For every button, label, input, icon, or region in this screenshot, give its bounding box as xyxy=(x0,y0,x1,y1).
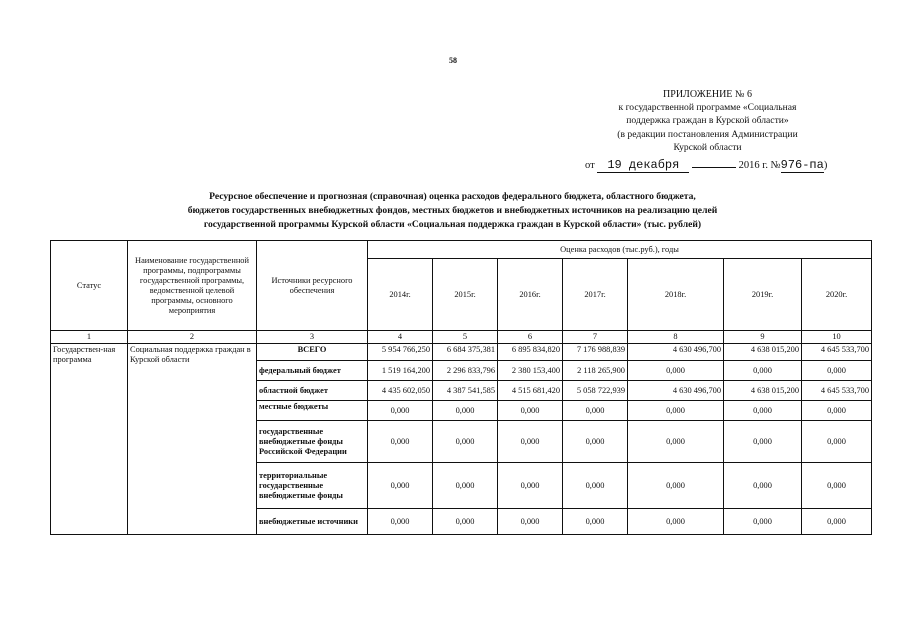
date-suffix: ) xyxy=(823,160,828,171)
value-cell: 4 630 496,700 xyxy=(628,381,724,401)
header-year: 2016г. xyxy=(498,259,563,331)
column-number: 9 xyxy=(724,331,802,344)
value-cell: 2 118 265,900 xyxy=(563,361,628,381)
value-cell: 6 895 834,820 xyxy=(498,344,563,361)
value-cell: 4 515 681,420 xyxy=(498,381,563,401)
header-sources: Источники ресурсного обеспечения xyxy=(257,241,368,331)
value-cell: 0,000 xyxy=(563,509,628,535)
date-prefix: от xyxy=(585,160,595,171)
header-year: 2019г. xyxy=(724,259,802,331)
column-number: 8 xyxy=(628,331,724,344)
value-cell: 0,000 xyxy=(724,421,802,463)
value-cell: 0,000 xyxy=(563,421,628,463)
header-year: 2018г. xyxy=(628,259,724,331)
value-cell: 5 954 766,250 xyxy=(368,344,433,361)
column-number: 4 xyxy=(368,331,433,344)
source-cell: местные бюджеты xyxy=(257,401,368,421)
value-cell: 7 176 988,839 xyxy=(563,344,628,361)
value-cell: 0,000 xyxy=(802,509,872,535)
appendix-line-1: к государственной программе «Социальная xyxy=(618,102,797,114)
appendix-line-4: Курской области xyxy=(673,141,742,153)
source-cell: государственные внебюджетные фонды Российской Федерации xyxy=(257,421,368,463)
header-year: 2014г. xyxy=(368,259,433,331)
value-cell: 0,000 xyxy=(724,509,802,535)
document-title-line-3: государственной программы Курской области «Социальная поддержка граждан в Курской области» (тыс. рублей) xyxy=(203,219,702,230)
column-number: 2 xyxy=(128,331,257,344)
header-estimate: Оценка расходов (тыс.руб.), годы xyxy=(368,241,872,259)
resource-table xyxy=(50,240,872,535)
column-number: 7 xyxy=(563,331,628,344)
source-cell: ВСЕГО xyxy=(257,344,368,361)
document-title-line-2: бюджетов государственных внебюджетных фондов, местных бюджетов и внебюджетных источников на реализацию целей xyxy=(187,205,718,216)
value-cell: 0,000 xyxy=(628,463,724,509)
column-number: 1 xyxy=(51,331,128,344)
value-cell: 4 387 541,585 xyxy=(433,381,498,401)
value-cell: 4 638 015,200 xyxy=(724,381,802,401)
value-cell: 0,000 xyxy=(368,421,433,463)
appendix-title: ПРИЛОЖЕНИЕ № 6 xyxy=(663,89,752,100)
value-cell: 1 519 164,200 xyxy=(368,361,433,381)
column-number: 5 xyxy=(433,331,498,344)
value-cell: 0,000 xyxy=(802,401,872,421)
header-name: Наименование государственной программы, подпрограммы государственной программы, ведомственной целевой программы, основного мероприятия xyxy=(128,241,257,331)
value-cell: 4 435 602,050 xyxy=(368,381,433,401)
column-number: 6 xyxy=(498,331,563,344)
value-cell: 0,000 xyxy=(724,401,802,421)
header-year: 2015г. xyxy=(433,259,498,331)
value-cell: 0,000 xyxy=(563,463,628,509)
value-cell: 4 630 496,700 xyxy=(628,344,724,361)
source-cell: территориальные государственные внебюджетные фонды xyxy=(257,463,368,509)
value-cell: 0,000 xyxy=(433,509,498,535)
source-cell: внебюджетные источники xyxy=(257,509,368,535)
document-title-line-1: Ресурсное обеспечение и прогнозная (справочная) оценка расходов федерального бюджета, областного бюджета, xyxy=(209,191,696,202)
header-year: 2020г. xyxy=(802,259,872,331)
number-handwritten: 976-па xyxy=(780,158,824,172)
value-cell: 0,000 xyxy=(802,361,872,381)
date-line xyxy=(585,158,827,173)
header-year: 2017г. xyxy=(563,259,628,331)
value-cell: 0,000 xyxy=(368,463,433,509)
value-cell: 0,000 xyxy=(368,509,433,535)
date-year: 2016 г. № xyxy=(738,160,781,171)
value-cell: 4 645 533,700 xyxy=(802,381,872,401)
value-cell: 2 296 833,796 xyxy=(433,361,498,381)
status-cell: Государствен-ная программа xyxy=(51,344,128,535)
program-name-cell: Социальная поддержка граждан в Курской области xyxy=(128,344,257,535)
value-cell: 0,000 xyxy=(498,463,563,509)
appendix-line-2: поддержка граждан в Курской области» xyxy=(626,115,789,127)
value-cell: 5 058 722,939 xyxy=(563,381,628,401)
value-cell: 0,000 xyxy=(802,421,872,463)
source-cell: областной бюджет xyxy=(257,381,368,401)
column-number: 10 xyxy=(802,331,872,344)
value-cell: 4 638 015,200 xyxy=(724,344,802,361)
date-handwritten: 19 декабря xyxy=(597,158,689,173)
appendix-block xyxy=(560,88,855,154)
value-cell: 0,000 xyxy=(433,421,498,463)
value-cell: 6 684 375,381 xyxy=(433,344,498,361)
page-number: 58 xyxy=(449,56,457,65)
value-cell: 0,000 xyxy=(802,463,872,509)
value-cell: 0,000 xyxy=(498,509,563,535)
source-cell: федеральный бюджет xyxy=(257,361,368,381)
value-cell: 0,000 xyxy=(368,401,433,421)
column-number: 3 xyxy=(257,331,368,344)
value-cell: 0,000 xyxy=(628,509,724,535)
value-cell: 0,000 xyxy=(724,463,802,509)
value-cell: 0,000 xyxy=(563,401,628,421)
value-cell: 0,000 xyxy=(628,361,724,381)
value-cell: 0,000 xyxy=(628,401,724,421)
value-cell: 0,000 xyxy=(724,361,802,381)
value-cell: 0,000 xyxy=(433,463,498,509)
document-title xyxy=(120,190,785,232)
value-cell: 0,000 xyxy=(433,401,498,421)
value-cell: 4 645 533,700 xyxy=(802,344,872,361)
appendix-line-3: (в редакции постановления Администрации xyxy=(617,128,798,140)
value-cell: 0,000 xyxy=(498,401,563,421)
header-status: Статус xyxy=(51,241,128,331)
value-cell: 0,000 xyxy=(628,421,724,463)
value-cell: 0,000 xyxy=(498,421,563,463)
value-cell: 2 380 153,400 xyxy=(498,361,563,381)
